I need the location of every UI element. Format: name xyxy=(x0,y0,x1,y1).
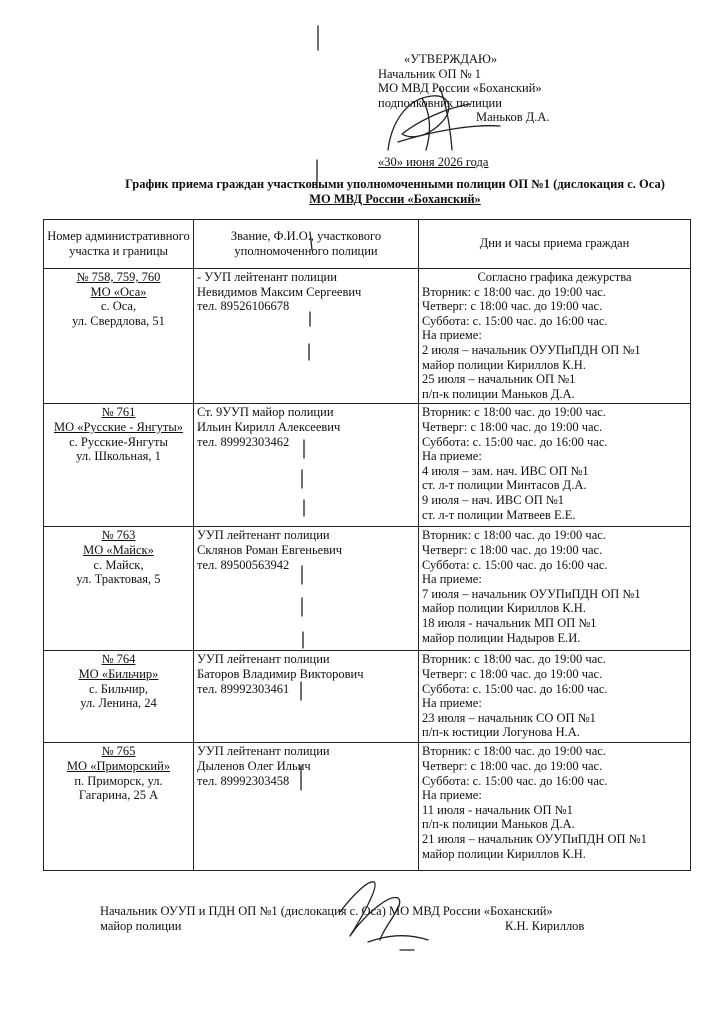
hours-line: п/п-к полиции Маньков Д.А. xyxy=(422,817,575,832)
hours-line: На приеме: xyxy=(422,572,482,587)
district-mo: МО «Приморский» xyxy=(66,758,171,773)
approval-signer: Маньков Д.А. xyxy=(476,110,550,125)
officer-name: Ильин Кирилл Алексеевич xyxy=(197,419,341,434)
approval-line: МО МВД России «Боханский» xyxy=(378,81,542,96)
approval-date-text: «30» июня 2026 года xyxy=(378,154,489,169)
hours-line: Вторник: с 18:00 час. до 19:00 час. xyxy=(422,652,606,667)
district-address: ул. Трактовая, 5 xyxy=(76,572,161,587)
district-address: ул. Школьная, 1 xyxy=(76,449,161,464)
hours-line: майор полиции Кириллов К.Н. xyxy=(422,846,586,861)
hours-line: На приеме: xyxy=(422,449,482,464)
district-address: с. Бильчир, xyxy=(88,681,148,696)
officer-phone: тел. 89992303458 xyxy=(197,773,290,788)
officer-phone: тел. 89992303462 xyxy=(197,434,290,449)
officer-cell xyxy=(194,527,419,651)
hours-line: п/п-к полиции Маньков Д.А. xyxy=(422,386,575,401)
hours-line: Вторник: с 18:00 час. до 19:00 час. xyxy=(422,528,606,543)
hours-cell xyxy=(419,651,691,743)
hours-line: 2 июля – начальник ОУУПиПДН ОП №1 xyxy=(422,342,641,357)
hours-cell xyxy=(419,527,691,651)
district-address: Гагарина, 25 А xyxy=(78,788,159,803)
hours-line: 21 июля – начальник ОУУПиПДН ОП №1 xyxy=(422,831,647,846)
hours-line: Четверг: с 18:00 час. до 19:00 час. xyxy=(422,419,603,434)
officer-rank: УУП лейтенант полиции xyxy=(197,528,330,543)
district-number: № 761 xyxy=(101,405,136,420)
officer-name: Баторов Владимир Викторович xyxy=(197,666,364,681)
district-address: ул. Свердлова, 51 xyxy=(72,313,165,328)
approval-line: подполковник полиции xyxy=(378,95,502,110)
officer-phone: тел. 89526106678 xyxy=(197,299,290,314)
hours-line: Четверг: с 18:00 час. до 19:00 час. xyxy=(422,542,603,557)
table-row xyxy=(44,527,691,651)
hours-line: Суббота: с. 15:00 час. до 16:00 час. xyxy=(422,313,608,328)
officer-rank: УУП лейтенант полиции xyxy=(197,652,330,667)
schedule-table xyxy=(43,219,691,871)
hours-line: 23 июля – начальник СО ОП №1 xyxy=(422,710,596,725)
hours-cell xyxy=(419,404,691,527)
approval-block xyxy=(378,52,698,170)
footer-name: К.Н. Кириллов xyxy=(505,919,585,933)
officer-rank: Ст. 9УУП майор полиции xyxy=(197,405,334,420)
district-cell xyxy=(44,743,194,871)
district-mo: МО «Оса» xyxy=(90,284,147,299)
hours-line: На приеме: xyxy=(422,788,482,803)
hours-cell xyxy=(419,269,691,404)
officer-rank: - УУП лейтенант полиции xyxy=(197,270,337,284)
hours-line: На приеме: xyxy=(422,328,482,343)
district-number: № 765 xyxy=(101,744,136,759)
district-address: с. Оса, xyxy=(100,299,137,314)
footer-rank: майор полиции xyxy=(100,919,182,933)
district-mo: МО «Майск» xyxy=(83,542,154,557)
hours-line: Вторник: с 18:00 час. до 19:00 час. xyxy=(422,744,606,759)
hours-cell xyxy=(419,743,691,871)
hours-line: ст. л-т полиции Минтасов Д.А. xyxy=(422,478,587,493)
hours-line: 7 июля – начальник ОУУПиПДН ОП №1 xyxy=(422,586,641,601)
officer-name: Склянов Роман Евгеньевич xyxy=(197,542,343,557)
district-number: № 764 xyxy=(101,652,136,667)
hours-line: майор полиции Кириллов К.Н. xyxy=(422,357,586,372)
table-header-row xyxy=(44,220,691,269)
district-number: № 763 xyxy=(101,528,136,543)
district-address: с. Русские-Янгуты xyxy=(69,434,168,449)
hours-line: майор полиции Кириллов К.Н. xyxy=(422,601,586,616)
footer-signature-mark xyxy=(368,936,428,942)
district-address: п. Приморск, ул. xyxy=(74,773,163,788)
hours-line: 4 июля – зам. нач. ИВС ОП №1 xyxy=(422,463,589,478)
officer-rank: УУП лейтенант полиции xyxy=(197,744,330,759)
hours-line: Четверг: с 18:00 час. до 19:00 час. xyxy=(422,758,603,773)
district-number: № 758, 759, 760 xyxy=(76,270,161,284)
hours-line: Суббота: с. 15:00 час. до 16:00 час. xyxy=(422,434,608,449)
document-title xyxy=(100,177,690,207)
officer-cell xyxy=(194,404,419,527)
hours-line: Согласно графика дежурства xyxy=(477,270,632,284)
district-cell xyxy=(44,404,194,527)
hours-line: Суббота: с. 15:00 час. до 16:00 час. xyxy=(422,681,608,696)
district-cell xyxy=(44,651,194,743)
hours-line: На приеме: xyxy=(422,696,482,711)
hours-line: ст. л-т полиции Матвеев Е.Е. xyxy=(422,507,576,522)
footer-signature xyxy=(100,904,700,934)
approval-line: Начальник ОП № 1 xyxy=(378,66,482,81)
hours-line: Вторник: с 18:00 час. до 19:00 час. xyxy=(422,405,606,420)
approval-title: «УТВЕРЖДАЮ» xyxy=(404,52,498,66)
hours-line: Четверг: с 18:00 час. до 19:00 час. xyxy=(422,299,603,314)
hours-line: 25 июля – начальник ОП №1 xyxy=(422,372,576,387)
hours-line: 9 июля – нач. ИВС ОП №1 xyxy=(422,492,565,507)
header-officer: Звание, Ф.И.О., участкового уполномоченного полиции xyxy=(194,220,419,269)
footer-line-2 xyxy=(100,919,700,934)
header-district: Номер административного участка и границы xyxy=(44,220,194,269)
district-cell xyxy=(44,269,194,404)
table-row xyxy=(44,269,691,404)
hours-line: 18 июля - начальник МП ОП №1 xyxy=(422,615,597,630)
officer-phone: тел. 89992303461 xyxy=(197,681,290,696)
district-cell xyxy=(44,527,194,651)
hours-line: Вторник: с 18:00 час. до 19:00 час. xyxy=(422,284,606,299)
table-row xyxy=(44,404,691,527)
hours-line: Четверг: с 18:00 час. до 19:00 час. xyxy=(422,666,603,681)
document-title-line1: График приема граждан участковыми уполномоченными полиции ОП №1 (дислокация с. Оса) xyxy=(125,177,665,191)
officer-phone: тел. 89500563942 xyxy=(197,557,290,572)
district-mo: МО «Русские - Янгуты» xyxy=(53,419,184,434)
district-address: ул. Ленина, 24 xyxy=(80,696,157,711)
footer-line: Начальник ОУУП и ПДН ОП №1 (дислокация с. Оса) МО МВД России «Боханский» xyxy=(100,904,553,918)
officer-cell xyxy=(194,743,419,871)
table-row xyxy=(44,651,691,743)
hours-line: Суббота: с. 15:00 час. до 16:00 час. xyxy=(422,557,608,572)
document-title-line2: МО МВД России «Боханский» xyxy=(309,192,481,206)
hours-line: п/п-к юстиции Логунова Н.А. xyxy=(422,725,580,740)
hours-line: 11 июля - начальник ОП №1 xyxy=(422,802,573,817)
officer-name: Невидимов Максим Сергеевич xyxy=(197,284,362,299)
district-mo: МО «Бильчир» xyxy=(78,666,159,681)
header-hours: Дни и часы приема граждан xyxy=(419,220,691,269)
officer-name: Дыленов Олег Ильич xyxy=(197,758,311,773)
hours-line: майор полиции Надыров Е.И. xyxy=(422,630,581,645)
approval-date xyxy=(378,155,698,170)
district-address: с. Майск, xyxy=(93,557,144,572)
officer-cell xyxy=(194,269,419,404)
table-row xyxy=(44,743,691,871)
hours-line: Суббота: с. 15:00 час. до 16:00 час. xyxy=(422,773,608,788)
officer-cell xyxy=(194,651,419,743)
